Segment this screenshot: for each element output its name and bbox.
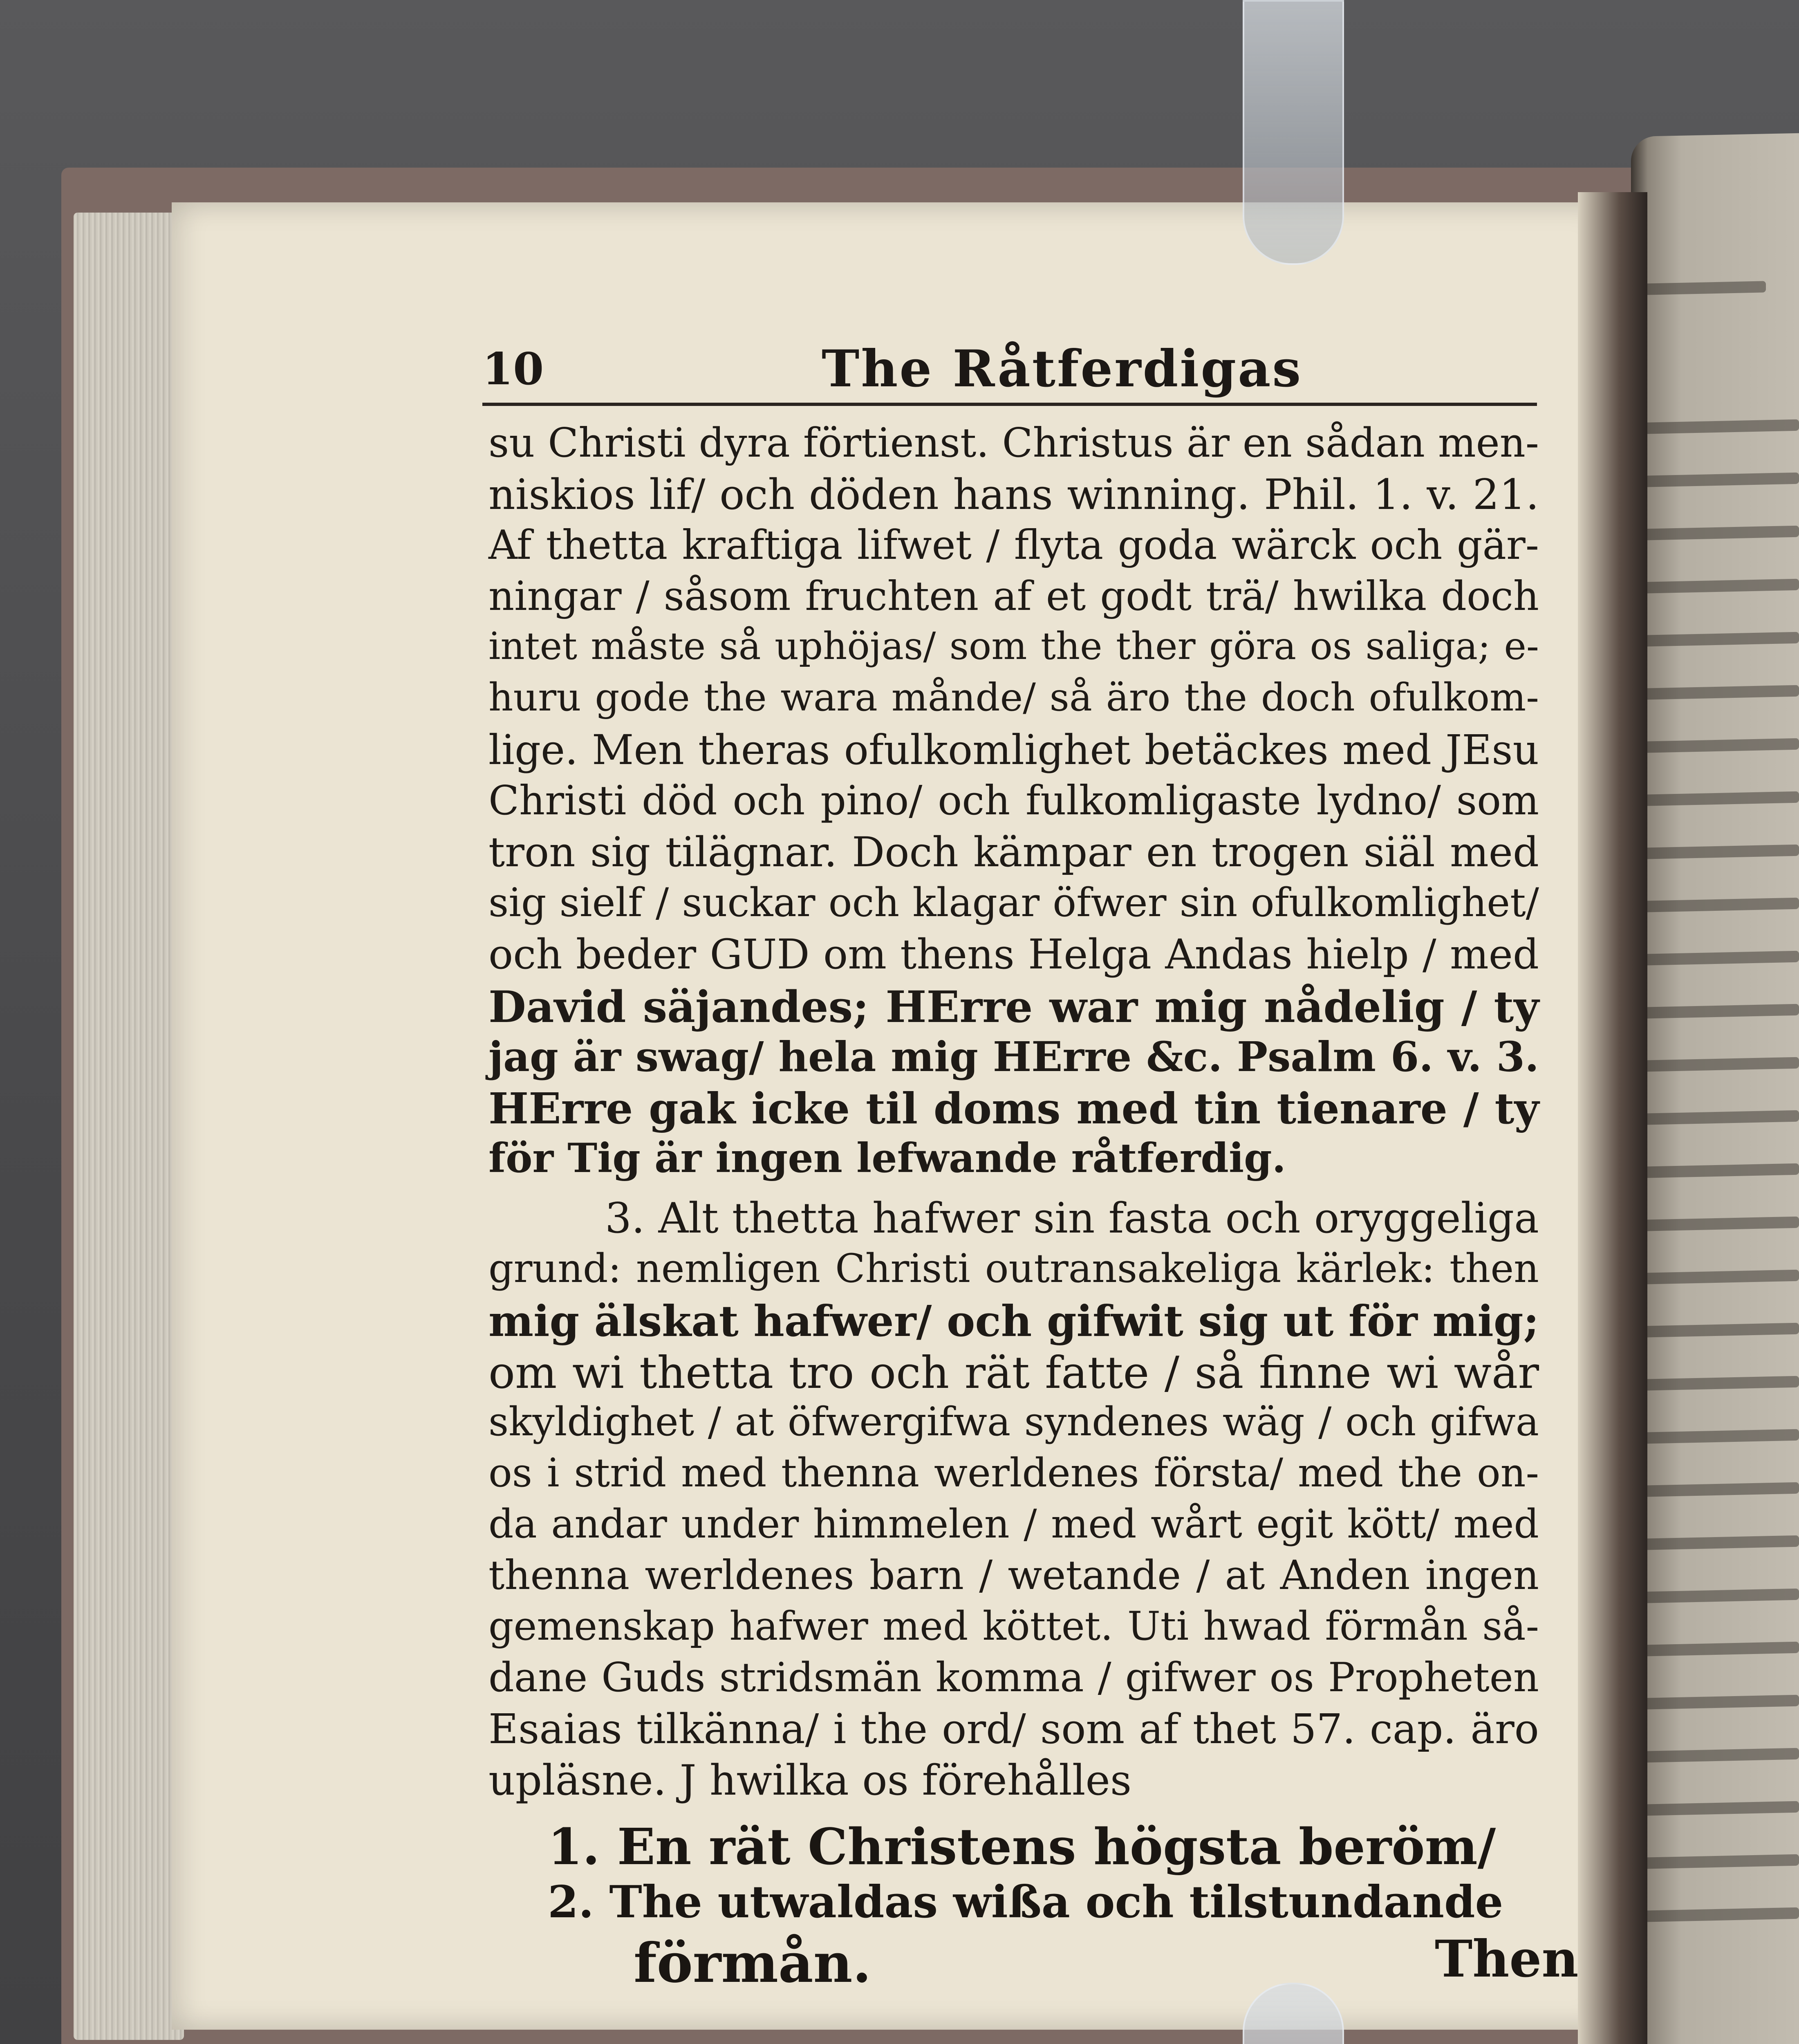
text-line: tron sig tilägnar. Doch kämpar en trogen siäl med <box>488 828 1539 876</box>
list-item: 2. The utwaldas wißa och tilstundande <box>548 1876 1503 1928</box>
text-line: lige. Men theras ofulkomlighet betäckes med JEsu <box>488 726 1539 774</box>
text-line: su Christi dyra förtienst. Christus är en sådan men- <box>488 420 1539 466</box>
text-line: da andar under himmelen / med wårt egit kött/ med <box>488 1501 1539 1547</box>
text-line: om wi thetta tro och rät fatte / så finne wi wår <box>488 1347 1539 1399</box>
text-line: os i strid med thenna werldenes första/ med the on- <box>488 1450 1539 1496</box>
text-line: 3. Alt thetta hafwer sin fasta och oryggeliga <box>605 1194 1539 1243</box>
text-line: mig älskat hafwer/ och gifwit sig ut för mig; <box>488 1296 1539 1346</box>
text-line: HErre gak icke til doms med tin tienare / ty <box>488 1083 1539 1134</box>
text-line: för Tig är ingen lefwande råtferdig. <box>488 1135 1286 1182</box>
text-line: och beder GUD om thens Helga Andas hielp / med <box>488 930 1539 978</box>
text-line: gemenskap hafwer med köttet. Uti hwad förmån så- <box>488 1603 1539 1649</box>
text-line: ningar / såsom fruchten af et godt trä/ hwilka doch <box>488 573 1539 620</box>
text-line: David säjandes; HErre war mig nådelig / ty <box>488 981 1539 1032</box>
text-line: sig sielf / suckar och klagar öfwer sin ofulkomlighet/ <box>488 880 1539 926</box>
text-line: thenna werldenes barn / wetande / at Anden ingen <box>488 1552 1539 1599</box>
text-line: niskios lif/ och döden hans winning. Phil. 1. v. 21. <box>488 471 1539 519</box>
book-gutter <box>1578 192 1647 2044</box>
text-line: grund: nemligen Christi outransakeliga kärlek: then <box>488 1246 1539 1291</box>
text-line: huru gode the wara månde/ så äro the doch ofulkom- <box>488 675 1539 720</box>
text-line: Christi död och pino/ och fulkomligaste lydno/ som <box>488 778 1539 824</box>
running-head: The Råtferdigas <box>822 339 1303 399</box>
page-number: 10 <box>482 343 544 395</box>
list-item: 1. En rät Christens högsta beröm/ <box>548 1817 1496 1876</box>
text-line: intet måste så uphöjas/ som the ther göra os saliga; e- <box>488 624 1539 668</box>
list-item: förmån. <box>634 1932 871 1995</box>
text-line: dane Guds stridsmän komma / gifwer os Propheten <box>488 1654 1539 1701</box>
text-line: upläsne. J hwilka os förehålles <box>488 1756 1132 1805</box>
page-clip-top <box>1243 0 1344 265</box>
head-rule <box>482 403 1537 406</box>
text-line: skyldighet / at öfwergifwa syndenes wäg / och gifwa <box>488 1399 1539 1445</box>
text-line: Af thetta kraftiga lifwet / flyta goda wärck och gär- <box>488 522 1539 569</box>
page-edges <box>74 213 184 2040</box>
catchword: Then <box>1435 1930 1579 1989</box>
facing-page <box>1631 133 1799 2044</box>
text-line: jag är swag/ hela mig HErre &c. Psalm 6. v. 3. <box>488 1033 1539 1081</box>
text-line: Esaias tilkänna/ i the ord/ som af thet 57. cap. äro <box>488 1705 1539 1753</box>
